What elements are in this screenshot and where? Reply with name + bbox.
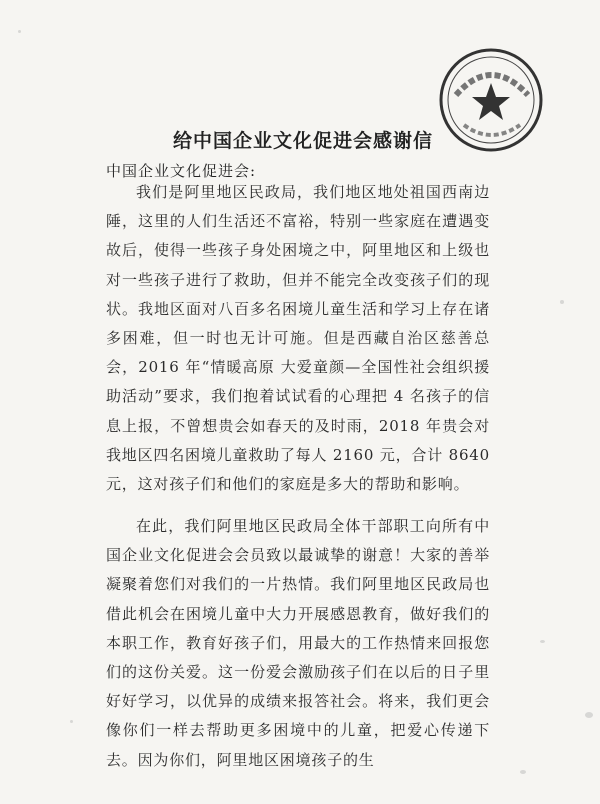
letter-title: 给中国企业文化促进会感谢信 [172, 130, 433, 152]
scan-speckle [520, 770, 526, 774]
letter-salutation: 中国企业文化促进会: [106, 162, 257, 180]
scan-speckle [540, 640, 545, 643]
scan-speckle [585, 712, 593, 718]
letter-paragraph-1: 我们是阿里地区民政局，我们地区地处祖国西南边陲，这里的人们生活还不富裕，特别一些家庭在遭遇变故后，使得一些孩子身处困境之中，阿里地区和上级也对一些孩子进行了救助，但并不能完全改变孩子们的现状。我地区面对八百多名困境儿童生活和学习上存在诸多困难，但一时也无计可施。但是西藏自治区慈善总会，2016 年“情暖高原 大爱童颜—全国性社会组织援助活动”要求，我们抱着试试看的心理把 4 名孩子的信息上报，不曾想贵会如春天的及时雨，2018 年贵会对我地区四名困境儿童救助了每人 2160 元，合计 8640 元，这对孩子们和他们的家庭是多大的帮助和影响。 [106, 183, 490, 494]
scan-speckle [560, 300, 564, 304]
letter-paragraph-2: 在此，我们阿里地区民政局全体干部职工向所有中国企业文化促进会会员致以最诚挚的谢意！大家的善举凝聚着您们对我们的一片热情。我们阿里地区民政局也借此机会在困境儿童中大力开展感恩教育，做好我们的本职工作，教育好孩子们，用最大的工作热情来回报您们的这份关爱。这一份爱会激励孩子们在以后的日子里好好学习，以优异的成绩来报答社会。将来，我们更会像你们一样去帮助更多困境中的儿童，把爱心传递下去。因为你们，阿里地区困境孩子的生 [106, 517, 490, 769]
scan-speckle [70, 720, 73, 723]
scan-speckle [18, 30, 21, 33]
official-seal [436, 45, 546, 155]
